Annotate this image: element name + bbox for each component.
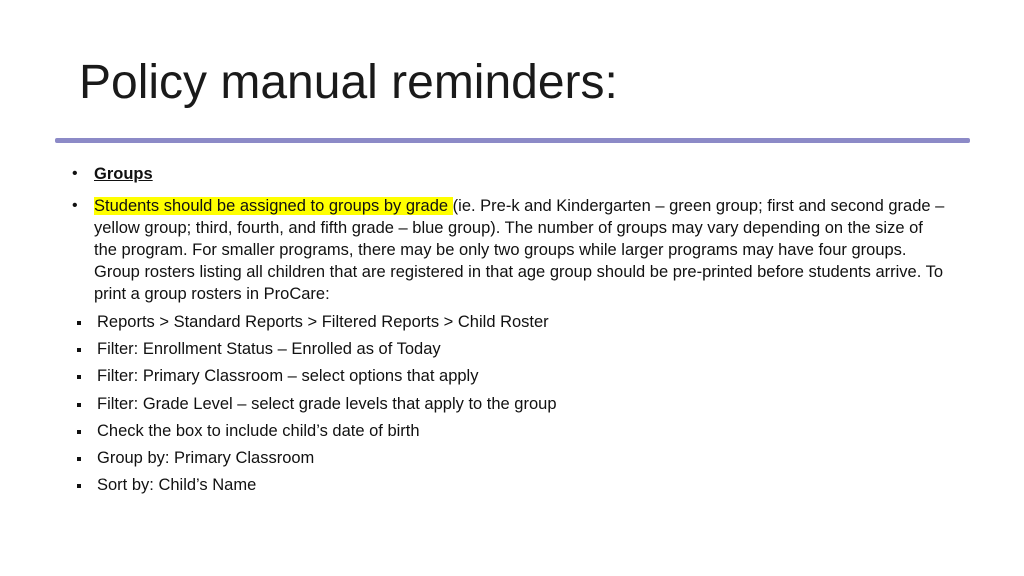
bullet-grouping-paragraph: [70, 195, 950, 305]
title-divider: [55, 138, 970, 143]
square-bullet-icon: [77, 403, 81, 407]
page-title: Policy manual reminders:: [79, 56, 618, 109]
square-bullet-icon: [77, 375, 81, 379]
step-text: Filter: Primary Classroom – select options that apply: [97, 367, 479, 386]
bullet-groups: [70, 163, 950, 185]
groups-heading: Groups: [94, 165, 153, 183]
list-item: [70, 445, 950, 472]
list-item: [70, 309, 950, 336]
list-item: [70, 363, 950, 390]
round-bullet-icon: •: [72, 165, 78, 182]
step-text: Reports > Standard Reports > Filtered Reports > Child Roster: [97, 313, 549, 331]
square-bullet-icon: [77, 457, 81, 461]
slide-body: [70, 163, 950, 499]
square-bullet-icon: [77, 321, 81, 325]
procare-steps-list: [70, 309, 950, 499]
step-text: Filter: Enrollment Status – Enrolled as of Today: [97, 340, 441, 359]
list-item: [70, 472, 950, 499]
list-item: [70, 336, 950, 363]
list-item: [70, 391, 950, 418]
list-item: [70, 418, 950, 445]
round-bullet-icon: •: [72, 197, 78, 214]
highlighted-text: Students should be assigned to groups by grade: [94, 197, 453, 215]
square-bullet-icon: [77, 484, 81, 488]
step-text: Check the box to include child’s date of birth: [97, 421, 420, 440]
step-text: Filter: Grade Level – select grade levels that apply to the group: [97, 394, 557, 413]
step-text: Sort by: Child’s Name: [97, 476, 257, 495]
paragraph-text: (ie. Pre-k and Kindergarten – green group; first and second grade – yellow group; third, fourth, and fifth grade – blue group). The number of groups may vary depending on the size of the program. For smaller programs, there may be only two groups while larger programs may have four groups. Group rosters listing all children that are registered in that age group should be pre-printed before students arrive. To print a group rosters in ProCare:: [94, 197, 945, 303]
square-bullet-icon: [77, 430, 81, 434]
step-text: Group by: Primary Classroom: [97, 448, 315, 467]
square-bullet-icon: [77, 348, 81, 352]
